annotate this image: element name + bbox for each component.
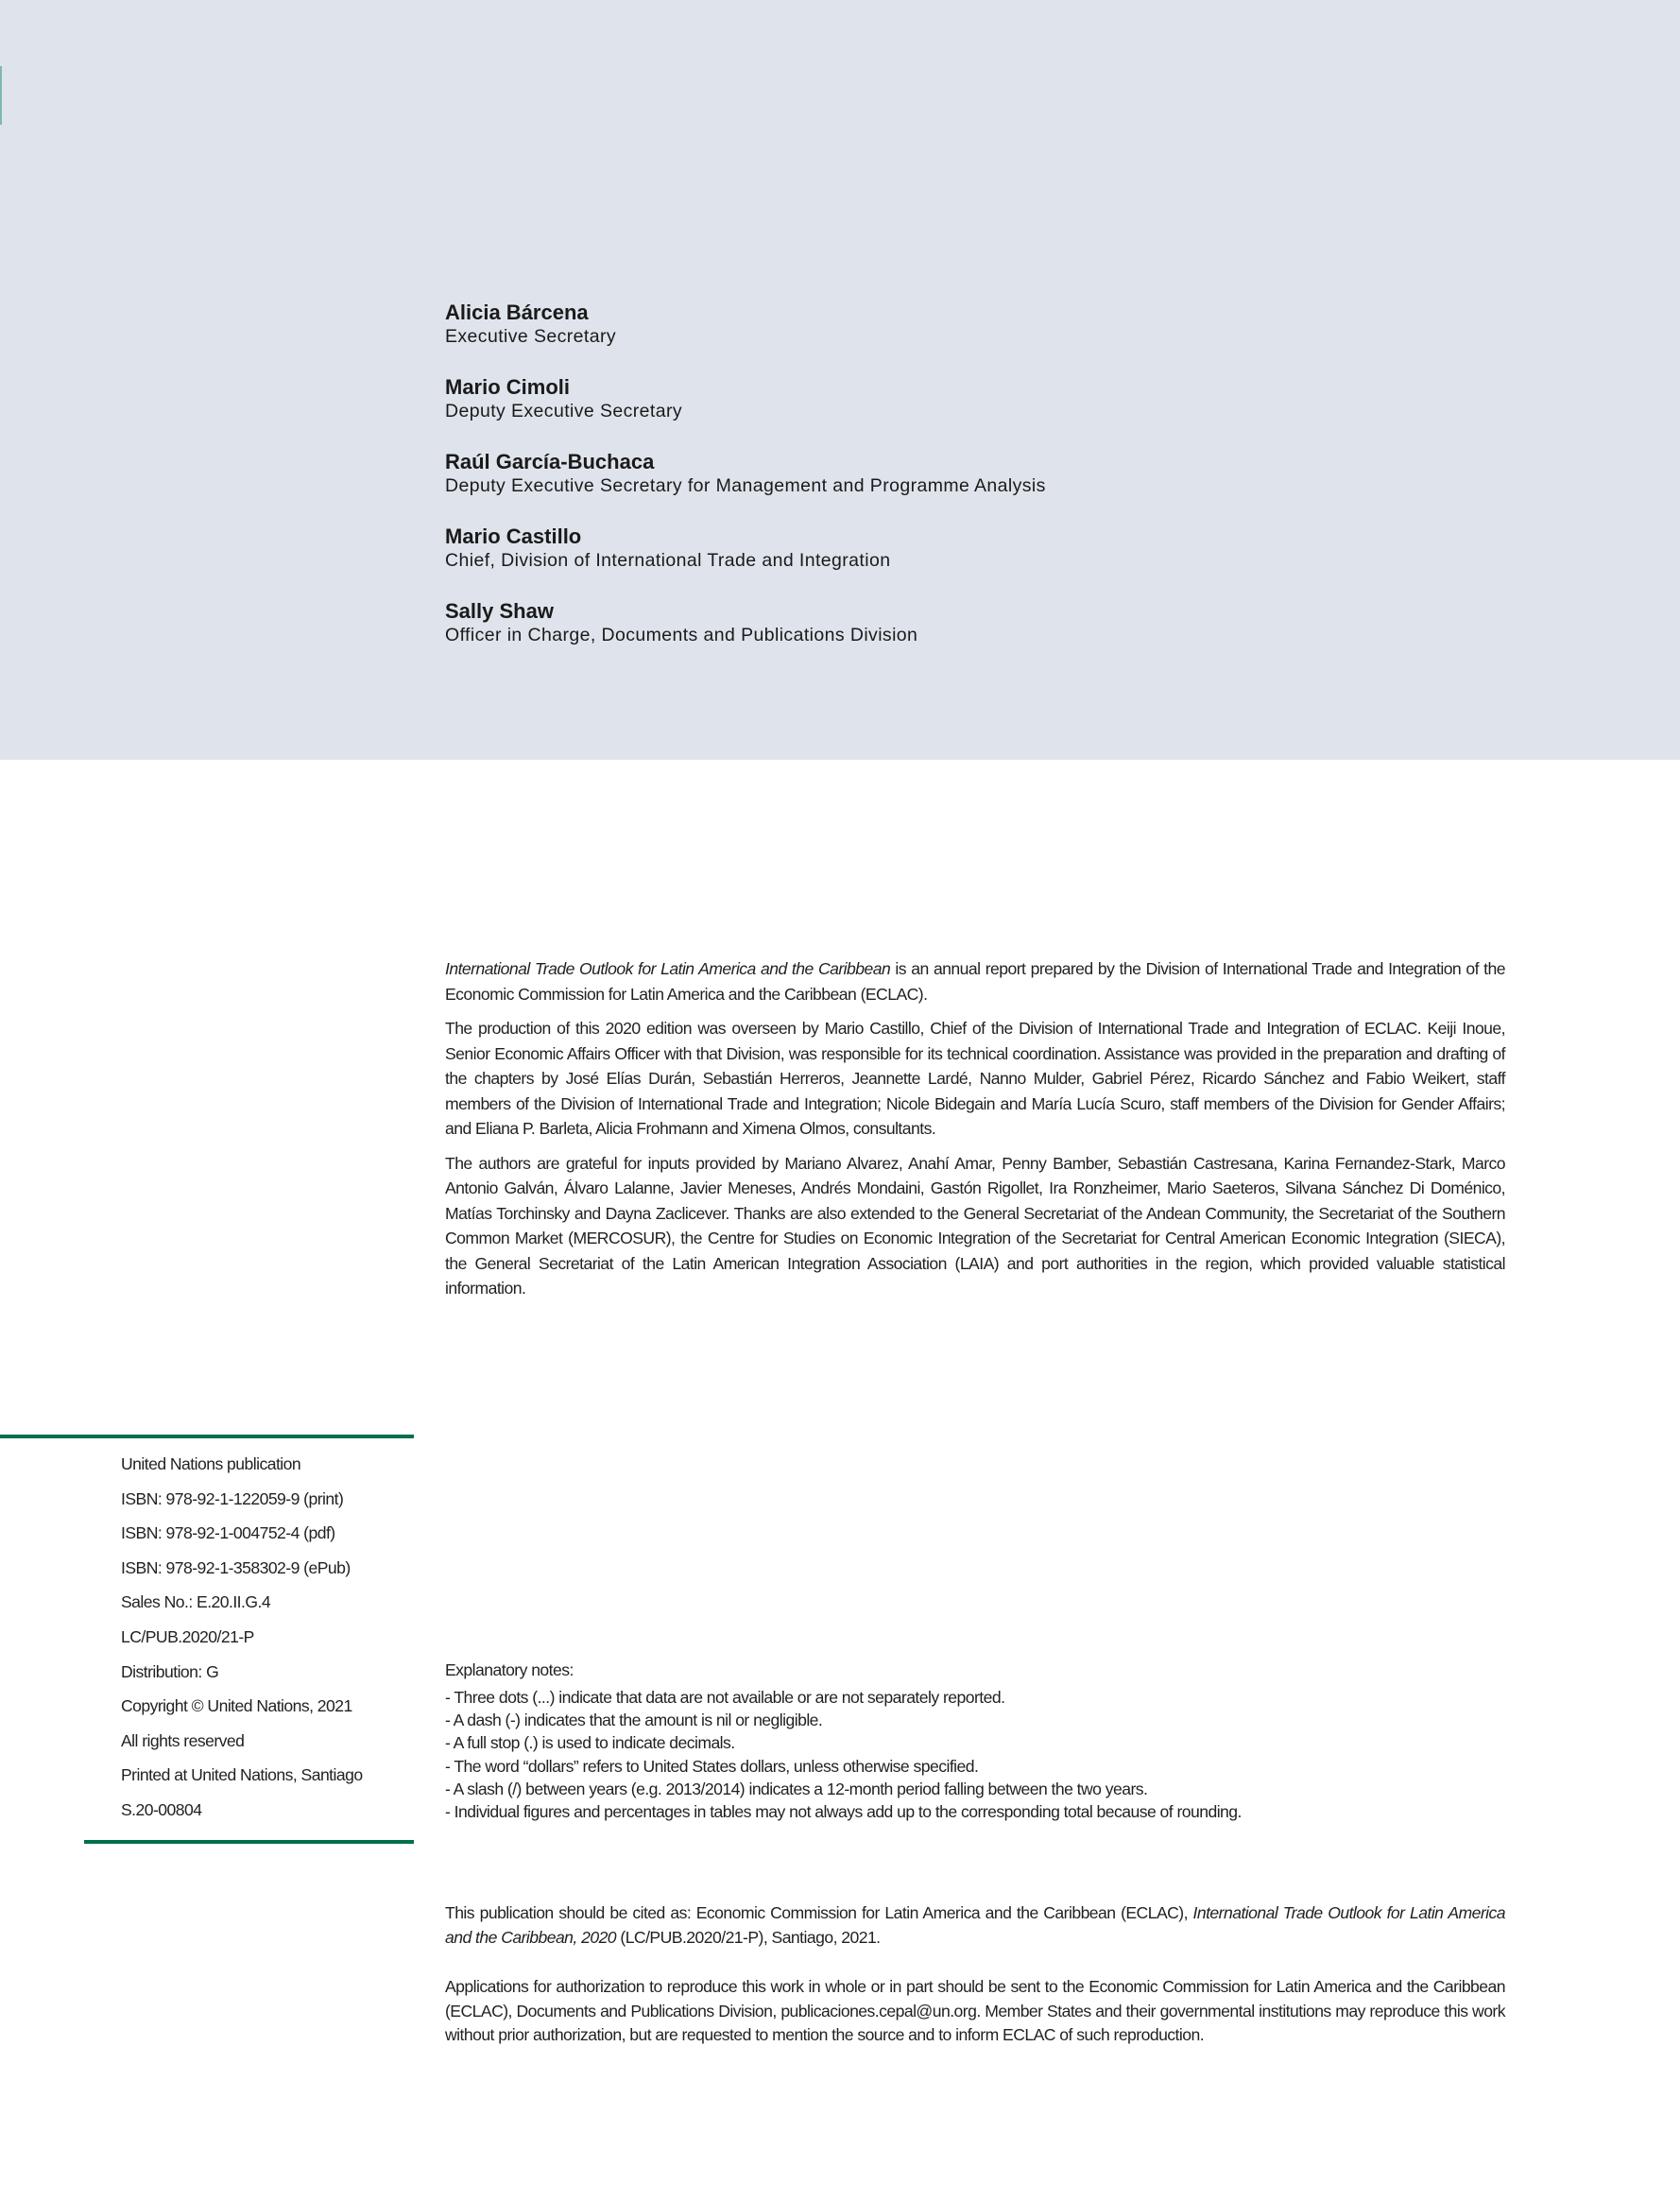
official-name: Sally Shaw bbox=[445, 599, 554, 623]
intro-paragraph-1 bbox=[445, 956, 1505, 1006]
officials-list bbox=[445, 301, 1295, 674]
publication-info-line: Distribution: G bbox=[121, 1661, 219, 1681]
note-item: - Three dots (...) indicate that data are not available or are not separately reported. bbox=[445, 1688, 1005, 1707]
official-title: Deputy Executive Secretary for Management and Programme Analysis bbox=[445, 475, 1046, 496]
official-title: Deputy Executive Secretary bbox=[445, 401, 683, 421]
official-entry bbox=[445, 450, 1295, 524]
publication-info-line: LC/PUB.2020/21-P bbox=[121, 1626, 254, 1646]
publication-info-line: ISBN: 978-92-1-122059-9 (print) bbox=[121, 1488, 344, 1508]
publication-info-line: All rights reserved bbox=[121, 1730, 245, 1750]
intro-paragraph-3: The authors are grateful for inputs provided by Mariano Alvarez, Anahí Amar, Penny Bamber, Sebastián Castresana, Karina Fernandez-Stark, Marco Antonio Galván, Álvaro Lalanne, Javier Meneses, Andrés Mondaini, Gastón Rigollet, Ira Ronzheimer, Mario Saeteros, Silvana Sánchez Di Doménico, Matías Torchinsky and Dayna Zaclicever. Thanks are also extended to the General Secretariat of the Andean Community, the Secretariat of the Southern Common Market (MERCOSUR), the Centre for Studies on Economic Integration of the Secretariat for Central American Economic Integration (SIECA), the General Secretariat of the Latin American Integration Association (LAIA) and port authorities in the region, which provided valuable statistical information. bbox=[445, 1153, 1505, 1298]
authorization-note: Applications for authorization to reproduce this work in whole or in part should be sent to the Economic Commission for Latin America and the Caribbean (ECLAC), Documents and Publications Division, publicaciones.cepal@un.org. Member States and their governmental institutions may reproduce this work without prior authorization, but are requested to mention the source and to inform ECLAC of such reproduction. bbox=[445, 1977, 1505, 2044]
publication-info-line: United Nations publication bbox=[121, 1454, 301, 1473]
notes-title: Explanatory notes: bbox=[445, 1660, 574, 1679]
note-item: - Individual figures and percentages in tables may not always add up to the corresponding total because of rounding. bbox=[445, 1802, 1242, 1822]
publication-info-line: ISBN: 978-92-1-004752-4 (pdf) bbox=[121, 1523, 335, 1543]
note-item: - A dash (-) indicates that the amount is nil or negligible. bbox=[445, 1711, 823, 1730]
publication-info-list bbox=[121, 1452, 363, 1832]
official-name: Mario Cimoli bbox=[445, 375, 571, 399]
citation-title: International Trade Outlook for Latin America and the Caribbean, 2020 bbox=[445, 1903, 1505, 1947]
publication-info-line: ISBN: 978-92-1-358302-9 (ePub) bbox=[121, 1557, 351, 1577]
official-entry bbox=[445, 301, 1295, 375]
official-entry bbox=[445, 599, 1295, 674]
report-title: International Trade Outlook for Latin America and the Caribbean bbox=[445, 959, 891, 978]
publication-info-line: Copyright © United Nations, 2021 bbox=[121, 1696, 352, 1716]
publication-info-line: S.20-00804 bbox=[121, 1799, 202, 1819]
edge-marker bbox=[0, 66, 2, 125]
citation-note bbox=[445, 1901, 1505, 1950]
note-item: - The word “dollars” refers to United States dollars, unless otherwise specified. bbox=[445, 1756, 979, 1776]
official-title: Executive Secretary bbox=[445, 326, 617, 347]
official-entry bbox=[445, 524, 1295, 599]
report-description bbox=[445, 956, 1505, 1311]
official-title: Officer in Charge, Documents and Publications Division bbox=[445, 625, 918, 645]
citation-suffix: (LC/PUB.2020/21-P), Santiago, 2021. bbox=[616, 1927, 881, 1947]
green-rule-top bbox=[0, 1435, 414, 1438]
intro-paragraph-2: The production of this 2020 edition was overseen by Mario Castillo, Chief of the Division of International Trade and Integration of ECLAC. Keiji Inoue, Senior Economic Affairs Officer with that Division, was responsible for its technical coordination. Assistance was provided in the preparation and drafting of the chapters by José Elías Durán, Sebastián Herreros, Jeannette Lardé, Nanno Mulder, Gabriel Pérez, Ricardo Sánchez and Fabio Weikert, staff members of the Division of International Trade and Integration; Nicole Bidegain and María Lucía Scuro, staff members of the Division for Gender Affairs; and Eliana P. Barleta, Alicia Frohmann and Ximena Olmos, consultants. bbox=[445, 1019, 1505, 1138]
note-item: - A full stop (.) is used to indicate decimals. bbox=[445, 1733, 735, 1753]
publication-info-line: Sales No.: E.20.II.G.4 bbox=[121, 1592, 271, 1612]
publication-info-line: Printed at United Nations, Santiago bbox=[121, 1765, 363, 1785]
official-entry bbox=[445, 375, 1295, 450]
note-item: - A slash (/) between years (e.g. 2013/2014) indicates a 12-month period falling between the two years. bbox=[445, 1779, 1148, 1798]
official-name: Mario Castillo bbox=[445, 524, 582, 548]
header-band bbox=[0, 0, 1680, 760]
intro-paragraph-1-text: is an annual report prepared by the Division of International Trade and Integration of the Economic Commission for Latin America and the Caribbean (ECLAC). bbox=[445, 959, 1505, 1004]
citation-prefix: This publication should be cited as: Economic Commission for Latin America and the Caribbean (ECLAC), bbox=[445, 1903, 1193, 1922]
official-title: Chief, Division of International Trade and Integration bbox=[445, 550, 891, 571]
official-name: Raúl García-Buchaca bbox=[445, 450, 655, 473]
green-rule-bottom bbox=[84, 1840, 414, 1844]
official-name: Alicia Bárcena bbox=[445, 301, 589, 324]
explanatory-notes bbox=[445, 1658, 1505, 1823]
